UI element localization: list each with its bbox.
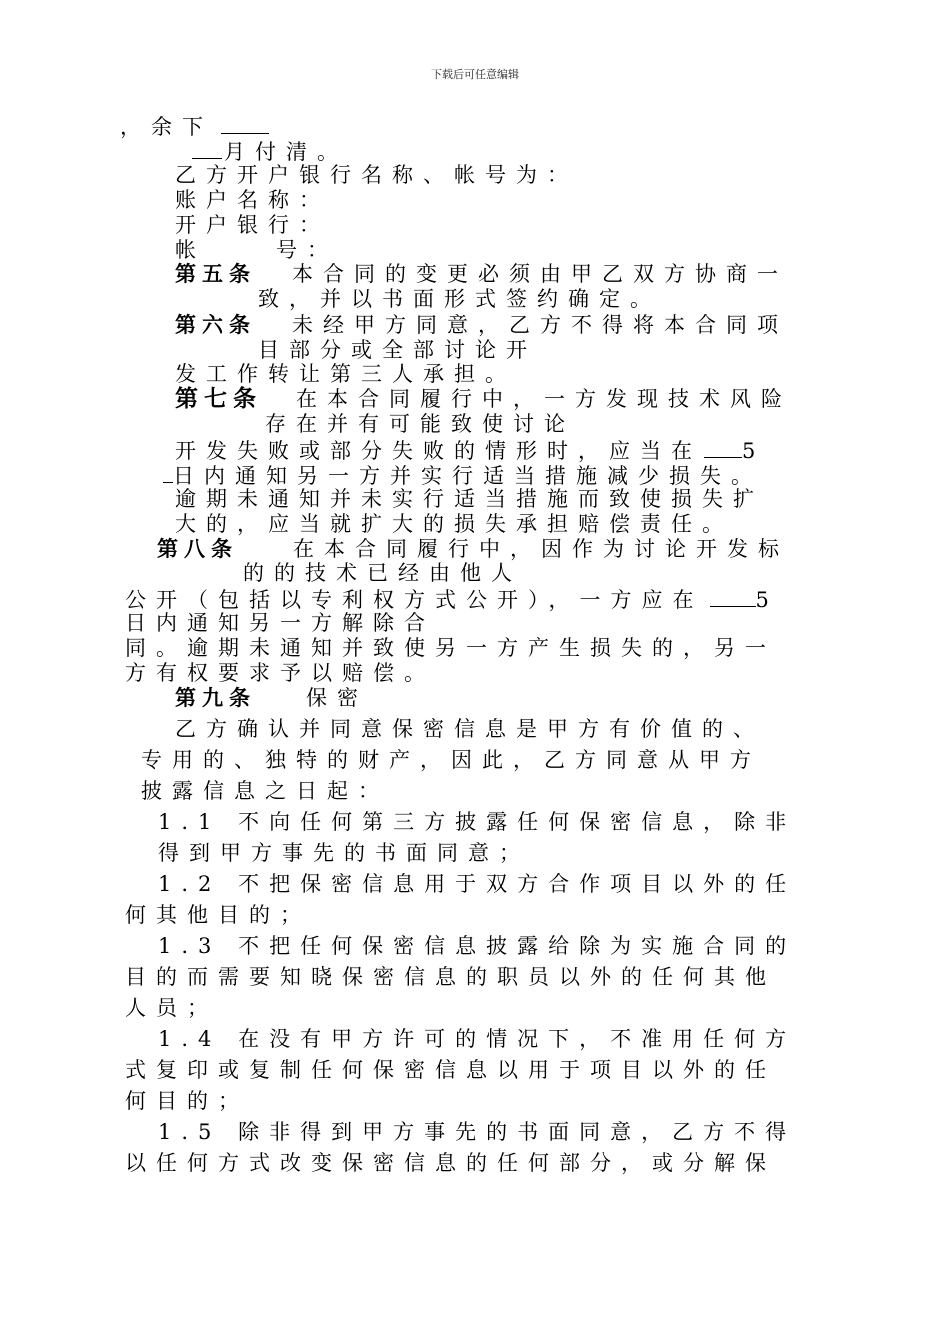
text-line: 目的而需要知晓保密信息的职员以外的任何其他 xyxy=(125,965,776,989)
text-line: 未经甲方同意，乙方不得将本合同项 xyxy=(292,313,788,337)
text-line: 致，并以书面形式签约确定。 xyxy=(258,287,661,311)
list-item: 1.2 不把保密信息用于双方合作项目以外的任 xyxy=(158,872,797,896)
text-line: 乙方确认并同意保密信息是甲方有价值的、 xyxy=(175,717,764,741)
text-line: ，余下 xyxy=(120,113,269,139)
list-item: 1.3 不把任何保密信息披露给除为实施合同的 xyxy=(158,934,797,958)
text-line: 日内通知另一方解除合 xyxy=(125,611,435,635)
text-line: 月付清。 xyxy=(192,138,348,164)
text-line: 方有权要求予以赔偿。 xyxy=(125,661,435,685)
text-line: 开发失败或部分失败的情形时，应当在 5 xyxy=(175,439,766,463)
article-title: 第五条 xyxy=(175,262,256,286)
text-line: 逾期未通知并未实行适当措施而致使损失扩 xyxy=(175,487,764,511)
text-line: 同。逾期未通知并致使另一方产生损失的，另一 xyxy=(125,636,776,660)
text-line: 何目的； xyxy=(125,1089,249,1113)
text-line: 存在并有可能致使讨论 xyxy=(265,412,575,436)
text-line: 何其他目的； xyxy=(125,903,311,927)
text-line: 人员； xyxy=(125,996,218,1020)
article-title: 第九条 xyxy=(175,686,256,710)
text-line: 式复印或复制任何保密信息以用于项目以外的任 xyxy=(125,1058,776,1082)
article-title: 第七条 xyxy=(175,386,262,412)
text-line: 帐 xyxy=(175,238,206,262)
article-title: 第八条 xyxy=(157,537,238,561)
text-line: 发工作转让第三人承担。 xyxy=(175,362,516,386)
text-line: 日内通知另一方并实行适当措施减少损失。 xyxy=(163,462,762,488)
text-line: 专用的、独特的财产，因此，乙方同意从甲方 xyxy=(141,748,761,772)
text-line: 在本合同履行中，一方发现技术风险 xyxy=(296,387,792,411)
text-line: 保密 xyxy=(306,686,368,710)
text-line: 公开（包括以专利权方式公开），一方应在 5 xyxy=(125,588,779,612)
list-item: 1.1 不向任何第三方披露任何保密信息，除非 xyxy=(158,810,797,834)
list-item: 1.5 除非得到甲方事先的书面同意，乙方不得 xyxy=(158,1120,797,1144)
text-line: 账户名称： xyxy=(175,188,330,212)
text-line: 开户银行： xyxy=(175,213,330,237)
article-title: 第六条 xyxy=(175,313,256,337)
text-line: 以任何方式改变保密信息的任何部分，或分解保 xyxy=(125,1151,776,1175)
text-line: 披露信息之日起： xyxy=(141,779,389,803)
text-line: 号： xyxy=(276,238,338,262)
text-line: 的的技术已经由他人 xyxy=(243,561,522,585)
text-line: 得到甲方事先的书面同意； xyxy=(158,841,530,865)
page-header: 下载后可任意编辑 xyxy=(431,68,519,81)
text-line: 大的，应当就扩大的损失承担赔偿责任。 xyxy=(175,512,733,536)
list-item: 1.4 在没有甲方许可的情况下，不准用任何方 xyxy=(158,1027,797,1051)
text-line: 目部分或全部讨论开 xyxy=(258,338,537,362)
text-line: 乙方开户银行名称、帐号为： xyxy=(175,163,578,187)
text-line: 本合同的变更必须由甲乙双方协商一 xyxy=(292,262,788,286)
text-line: 在本合同履行中，因作为讨论开发标 xyxy=(293,537,789,561)
